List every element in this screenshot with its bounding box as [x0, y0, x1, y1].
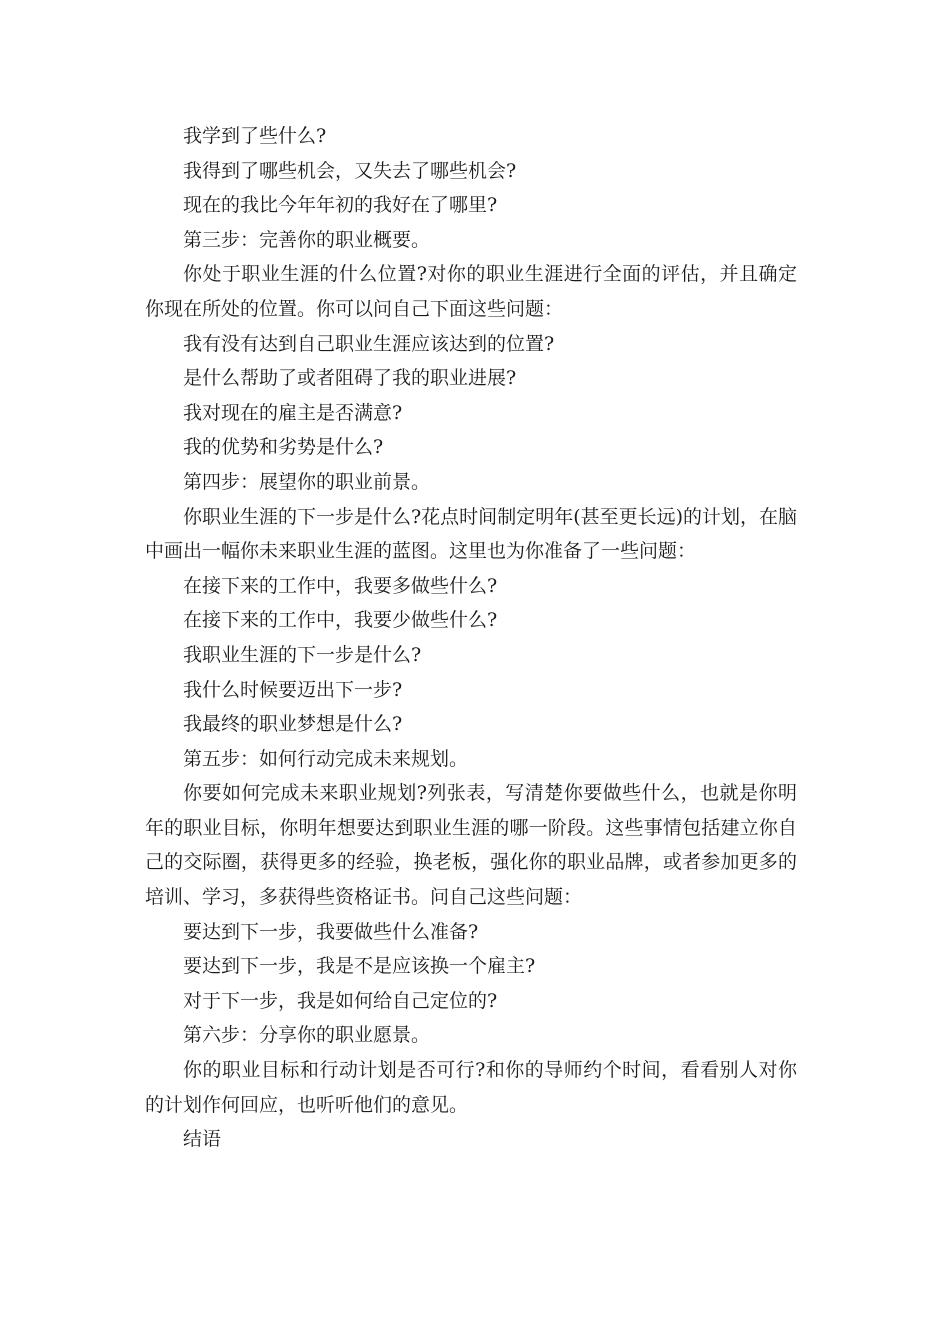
question-paragraph: 我职业生涯的下一步是什么?	[183, 643, 422, 666]
step-heading: 第三步：完善你的职业概要。	[183, 228, 431, 251]
body-paragraph: 你的职业目标和行动计划是否可行?和你的导师约个时间，看看别人对你的计划作何回应，也听听他们的意见。	[145, 1059, 797, 1116]
step-heading: 第四步：展望你的职业前景。	[183, 470, 431, 493]
question-paragraph: 我学到了些什么?	[183, 125, 327, 147]
question-paragraph: 在接下来的工作中，我要多做些什么?	[183, 574, 498, 597]
body-paragraph: 你处于职业生涯的什么位置?对你的职业生涯进行全面的评估，并且确定你现在所处的位置。你可以问自己下面这些问题：	[145, 263, 797, 320]
question-paragraph: 对于下一步，我是如何给自己定位的?	[183, 989, 498, 1012]
question-paragraph: 现在的我比今年年初的我好在了哪里?	[183, 194, 498, 217]
question-paragraph: 我有没有达到自己职业生涯应该达到的位置?	[183, 332, 555, 355]
section-heading-conclusion: 结语	[183, 1128, 222, 1151]
question-paragraph: 我对现在的雇主是否满意?	[183, 401, 403, 424]
question-paragraph: 我得到了哪些机会，又失去了哪些机会?	[183, 159, 517, 182]
question-paragraph: 是什么帮助了或者阻碍了我的职业进展?	[183, 367, 517, 390]
question-paragraph: 我的优势和劣势是什么?	[183, 436, 384, 459]
question-paragraph: 在接下来的工作中，我要少做些什么?	[183, 609, 498, 632]
question-paragraph: 我什么时候要迈出下一步?	[183, 678, 403, 701]
question-paragraph: 我最终的职业梦想是什么?	[183, 713, 403, 736]
step-heading: 第五步：如何行动完成未来规划。	[183, 747, 469, 770]
body-paragraph: 你职业生涯的下一步是什么?花点时间制定明年(甚至更长远)的计划，在脑中画出一幅你未来职业生涯的蓝图。这里也为你准备了一些问题：	[145, 505, 798, 563]
question-paragraph: 要达到下一步，我要做些什么准备?	[183, 920, 479, 943]
question-paragraph: 要达到下一步，我是不是应该换一个雇主?	[183, 955, 536, 978]
document-body	[145, 119, 797, 1157]
body-paragraph: 你要如何完成未来职业规划?列张表，写清楚你要做些什么，也就是你明年的职业目标，你明年想要达到职业生涯的哪一阶段。这些事情包括建立你自己的交际圈，获得更多的经验，换老板，强化你的职业品牌，或者参加更多的培训、学习，多获得些资格证书。问自己这些问题：	[145, 782, 797, 909]
step-heading: 第六步：分享你的职业愿景。	[183, 1024, 431, 1047]
